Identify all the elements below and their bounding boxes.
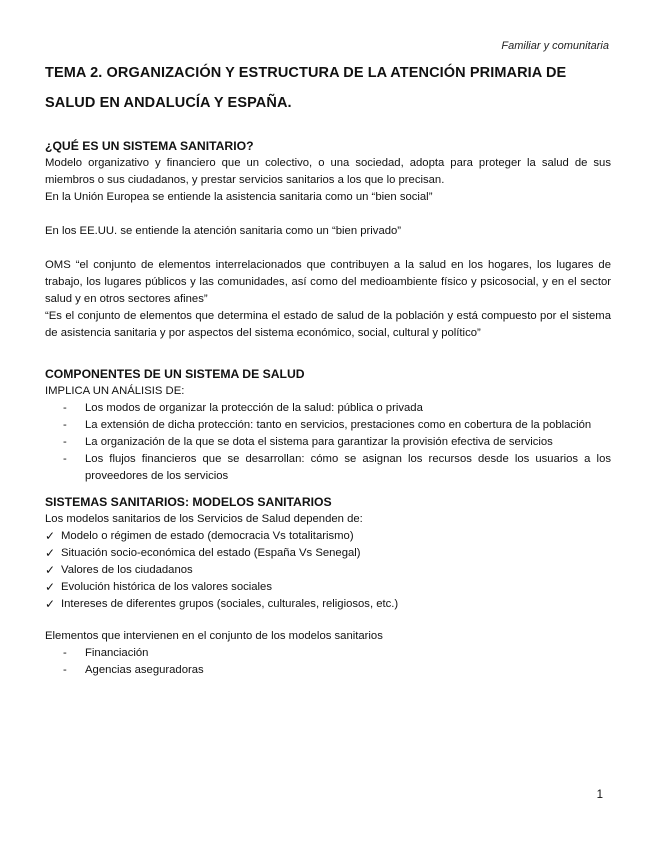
- check-list: [45, 528, 611, 613]
- list-item: ✓ Intereses de diferentes grupos (sociales, culturales, religiosos, etc.): [45, 597, 399, 611]
- list-item: ✓ Modelo o régimen de estado (democracia Vs totalitarismo): [45, 529, 354, 543]
- paragraph: Modelo organizativo y financiero que un colectivo, o una sociedad, adopta para proteger la salud de sus miembros o sus ciudadanos, y prestar servicios sanitarios a los que lo precisan.: [45, 157, 611, 186]
- section-what-is-health-system: [45, 138, 611, 342]
- paragraph: En los EE.UU. se entiende la atención sanitaria como un “bien privado”: [45, 225, 402, 237]
- checkmark-icon: ✓: [45, 563, 56, 577]
- dash-list: [45, 400, 611, 485]
- checkmark-icon: ✓: [45, 546, 56, 560]
- paragraph: OMS “el conjunto de elementos interrelacionados que contribuyen a la salud en los hogares, los lugares de trabajo, los lugares públicos y las comunidades, así como del medioambiente físico y psicosocial, y en el sector salud y en otros sectores afines”: [45, 259, 611, 305]
- list-item: ✓ Situación socio-económica del estado (España Vs Senegal): [45, 546, 361, 560]
- section-model-elements: [45, 628, 611, 679]
- checkmark-icon: ✓: [45, 529, 56, 543]
- section-health-models: [45, 494, 611, 613]
- checkmark-icon: ✓: [45, 597, 56, 611]
- page-number: 1: [596, 789, 603, 801]
- list-item: - Los modos de organizar la protección de la salud: pública o privada: [63, 402, 423, 414]
- checkmark-icon: ✓: [45, 580, 56, 594]
- list-item: - Los flujos financieros que se desarrollan: cómo se asignan los recursos desde los usuarios a los proveedores de los servicios: [63, 453, 611, 482]
- list-item: - La organización de la que se dota el sistema para garantizar la provisión efectiva de servicios: [63, 436, 553, 448]
- paragraph: IMPLICA UN ANÁLISIS DE:: [45, 385, 185, 397]
- section-heading: SISTEMAS SANITARIOS: MODELOS SANITARIOS: [45, 495, 332, 509]
- paragraph: Elementos que intervienen en el conjunto de los modelos sanitarios: [45, 630, 383, 642]
- list-item: ✓ Evolución histórica de los valores sociales: [45, 580, 272, 594]
- paragraph: Los modelos sanitarios de los Servicios de Salud dependen de:: [45, 513, 363, 525]
- running-header: Familiar y comunitaria: [501, 40, 609, 52]
- list-item: - La extensión de dicha protección: tanto en servicios, prestaciones como en cobertura de la población: [63, 419, 592, 431]
- section-components: [45, 366, 611, 485]
- page-title: TEMA 2. ORGANIZACIÓN Y ESTRUCTURA DE LA ATENCIÓN PRIMARIA DE SALUD EN ANDALUCÍA Y ESPAÑA.: [45, 65, 567, 111]
- dash-list: [45, 645, 611, 679]
- list-item: - Financiación: [63, 647, 149, 659]
- paragraph: En la Unión Europea se entiende la asistencia sanitaria como un “bien social”: [45, 191, 433, 203]
- section-heading: COMPONENTES DE UN SISTEMA DE SALUD: [45, 367, 305, 381]
- paragraph: “Es el conjunto de elementos que determina el estado de salud de la población y está compuesto por el sistema de asistencia sanitaria y por aspectos del sistema económico, social, cultural y político”: [45, 310, 611, 339]
- section-heading: ¿QUÉ ES UN SISTEMA SANITARIO?: [45, 139, 254, 153]
- list-item: ✓ Valores de los ciudadanos: [45, 563, 193, 577]
- list-item: - Agencias aseguradoras: [63, 664, 204, 676]
